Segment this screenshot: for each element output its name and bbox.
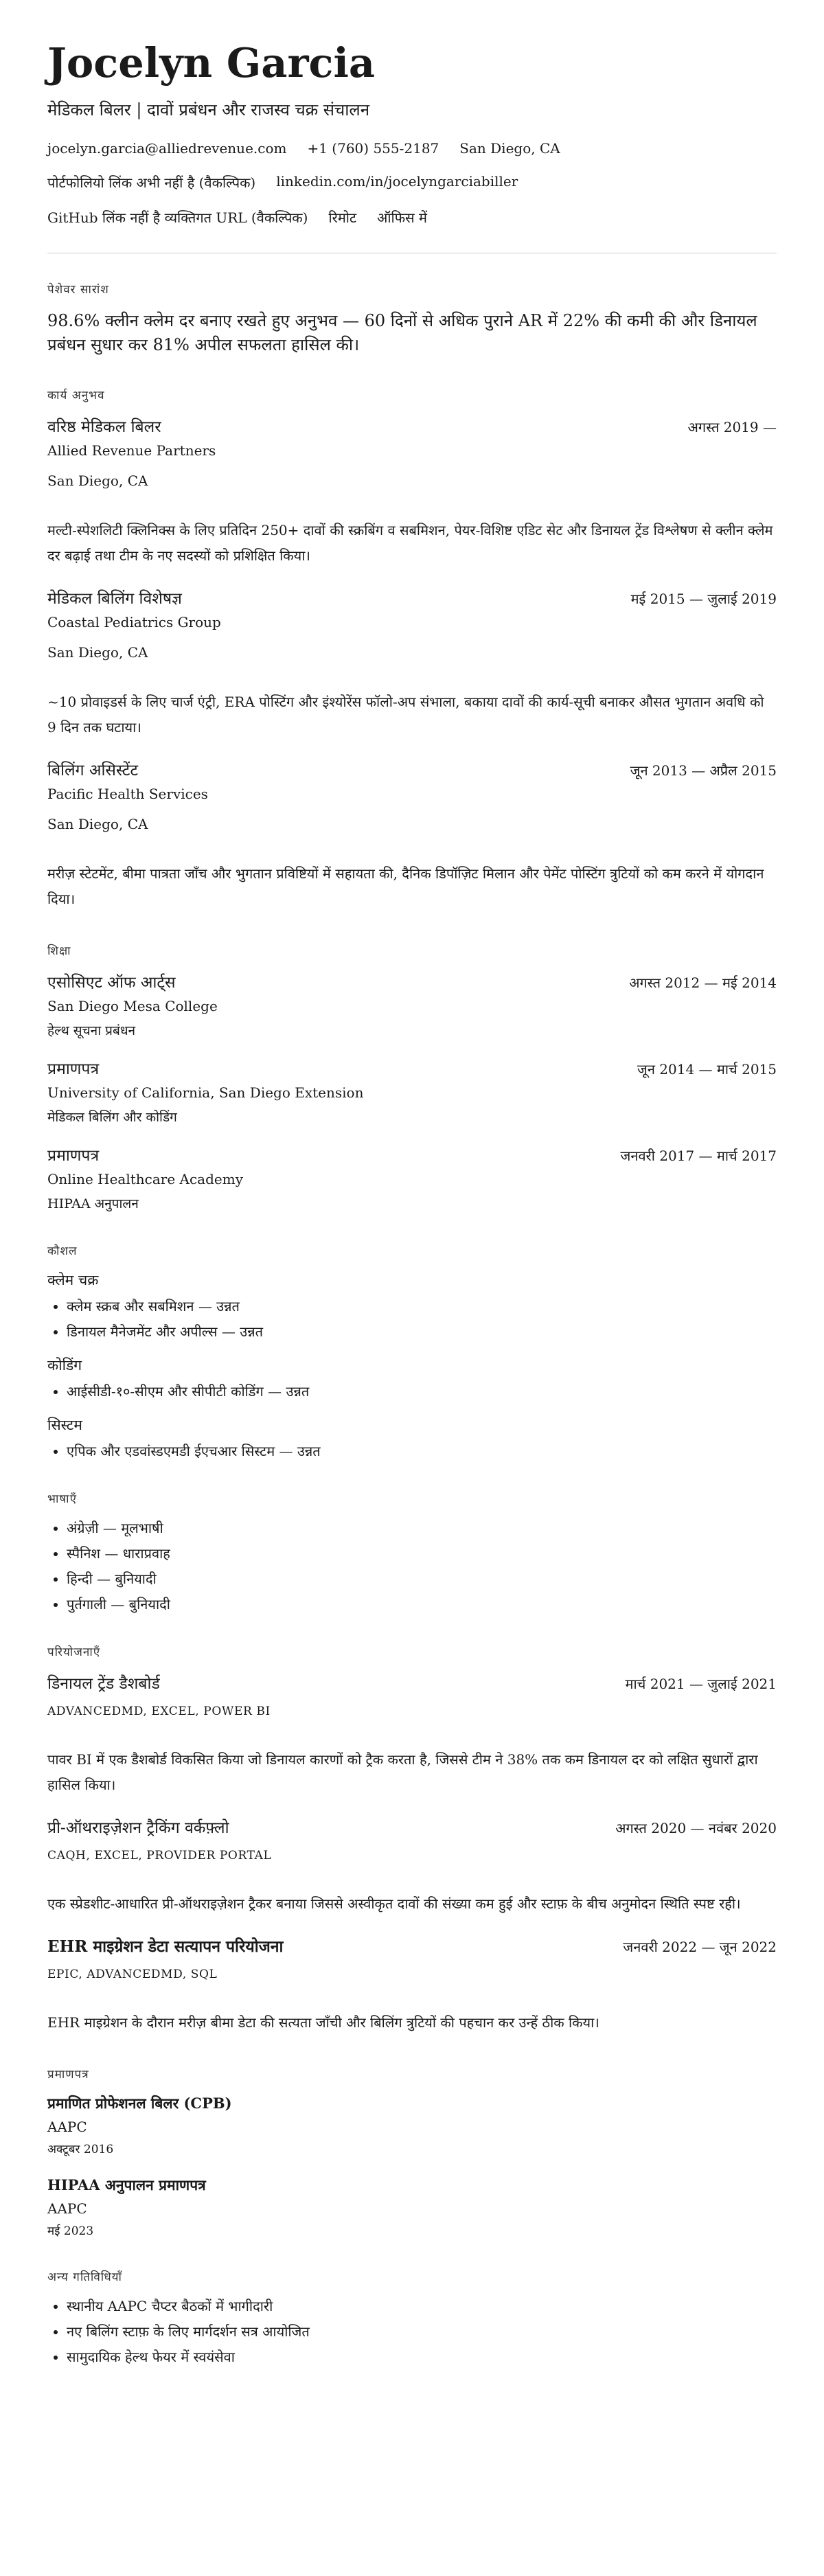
language-item: • पुर्तगाली — बुनियादी — [67, 1595, 777, 1613]
projects-section — [47, 1643, 777, 2036]
project-tech: ADVANCEDMD, EXCEL, POWER BI — [47, 1705, 271, 1719]
project-dates: मार्च 2021 — जुलाई 2021 — [625, 1676, 777, 1693]
project-title: EHR माइग्रेशन डेटा सत्यापन परियोजना — [47, 1937, 284, 1957]
experience-section — [47, 387, 777, 912]
project-tech: CAQH, EXCEL, PROVIDER PORTAL — [47, 1849, 272, 1863]
job-dates: मई 2015 — जुलाई 2019 — [630, 591, 777, 608]
contact-row-2 — [47, 173, 777, 192]
languages-section — [47, 1490, 777, 1613]
contact-row-1 — [47, 140, 777, 157]
activities-section — [47, 2268, 777, 2366]
job-location: San Diego, CA — [47, 816, 148, 833]
work-mode-remote: रिमोट — [328, 209, 357, 226]
language-item: • हिन्दी — बुनियादी — [67, 1569, 777, 1588]
job-description: मल्टी-स्पेशलिटी क्लिनिक्स के लिए प्रतिदिन 250+ दावों की स्क्रबिंग व सबमिशन, पेयर-विशिष्ट एडिट सेट और डिनायल ट्रेंड विश्लेषण से क्लीन क्लेम दर बढ़ाई तथा टीम के नए सदस्यों को प्रशिक्षित किया। — [47, 522, 773, 565]
skill-list — [47, 1297, 777, 1341]
field-of-study: मेडिकल बिलिंग और कोडिंग — [47, 1110, 177, 1126]
work-mode-onsite: ऑफिस में — [377, 209, 427, 226]
skill-item: • आईसीडी-१०-सीएम और सीपीटी कोडिंग — उन्नत — [67, 1382, 777, 1400]
candidate-headline: मेडिकल बिलर | दावों प्रबंधन और राजस्व चक्र संचालन — [47, 100, 370, 119]
location: San Diego, CA — [459, 139, 560, 157]
job-title: मेडिकल बिलिंग विशेषज्ञ — [47, 590, 182, 608]
certification-issuer: AAPC — [47, 2119, 87, 2136]
project-entry — [47, 1935, 777, 2036]
field-of-study: हेल्थ सूचना प्रबंधन — [47, 1023, 136, 1039]
job-title: वरिष्ठ मेडिकल बिलर — [47, 418, 161, 437]
project-tech: EPIC, ADVANCEDMD, SQL — [47, 1968, 218, 1982]
certification-date: मई 2023 — [47, 2224, 94, 2239]
education-dates: अगस्त 2012 — मई 2014 — [629, 974, 777, 992]
certification-entry — [47, 2094, 777, 2156]
skill-item: • क्लेम स्क्रब और सबमिशन — उन्नत — [67, 1297, 777, 1315]
github-note: GitHub लिंक नहीं है व्यक्तिगत URL (वैकल्पिक) — [47, 209, 308, 226]
activity-item: • नए बिलिंग स्टाफ़ के लिए मार्गदर्शन सत्र आयोजित — [67, 2322, 777, 2340]
project-description: एक स्प्रेडशीट-आधारित प्री-ऑथराइज़ेशन ट्रैकर बनाया जिससे अस्वीकृत दावों की संख्या कम हुई और स्टाफ़ के बीच अनुमोदन स्थिति स्पष्ट रही। — [47, 1895, 741, 1913]
section-title-education: शिक्षा — [47, 944, 71, 959]
job-location: San Diego, CA — [47, 644, 148, 661]
project-entry — [47, 1672, 777, 1798]
skill-item: • एपिक और एडवांस्डएमडी ईएचआर सिस्टम — उन्नत — [67, 1441, 777, 1460]
institution: University of California, San Diego Extension — [47, 1084, 364, 1102]
degree-title: प्रमाणपत्र — [47, 1147, 100, 1165]
employer: Allied Revenue Partners — [47, 442, 216, 459]
activity-item: • स्थानीय AAPC चैप्टर बैठकों में भागीदारी — [67, 2296, 777, 2315]
language-item: • अंग्रेज़ी — मूलभाषी — [67, 1518, 777, 1537]
skill-group-title: कोडिंग — [47, 1357, 82, 1374]
education-entry — [47, 1057, 777, 1126]
job-title: बिलिंग असिस्टेंट — [47, 762, 139, 780]
education-dates: जनवरी 2017 — मार्च 2017 — [620, 1148, 777, 1165]
project-description: EHR माइग्रेशन के दौरान मरीज़ बीमा डेटा की सत्यता जाँची और बिलिंग त्रुटियों की पहचान कर उन्हें ठीक किया। — [47, 2014, 599, 2031]
section-title-activities: अन्य गतिविधियाँ — [47, 2270, 122, 2285]
education-section — [47, 942, 777, 1212]
certification-name: प्रमाणित प्रोफेशनल बिलर (CPB) — [47, 2095, 232, 2112]
certification-issuer: AAPC — [47, 2200, 87, 2218]
section-title-experience: कार्य अनुभव — [47, 389, 105, 403]
project-description: पावर BI में एक डैशबोर्ड विकसित किया जो डिनायल कारणों को ट्रैक करता है, जिससे टीम ने 38% तक कम डिनायल दर को लक्षित सुधारों द्वारा हासिल किया। — [47, 1751, 758, 1794]
job-location: San Diego, CA — [47, 472, 148, 490]
activity-list — [47, 2296, 777, 2366]
field-of-study: HIPAA अनुपालन — [47, 1196, 139, 1212]
section-title-summary: पेशेवर सारांश — [47, 282, 109, 297]
portfolio-note: पोर्टफोलियो लिंक अभी नहीं है (वैकल्पिक) — [47, 174, 256, 191]
experience-entry — [47, 586, 777, 740]
experience-entry — [47, 415, 777, 569]
summary-section — [47, 281, 777, 357]
section-title-skills: कौशल — [47, 1244, 78, 1259]
contact-row-3 — [47, 208, 777, 227]
education-dates: जून 2014 — मार्च 2015 — [637, 1061, 777, 1078]
language-list — [47, 1518, 777, 1613]
job-dates: अगस्त 2019 — — [687, 419, 777, 436]
institution: Online Healthcare Academy — [47, 1171, 244, 1188]
education-entry — [47, 970, 777, 1039]
phone-number[interactable]: +1 (760) 555-2187 — [307, 139, 439, 157]
skill-list — [47, 1441, 777, 1460]
certification-entry — [47, 2176, 777, 2238]
skill-list — [47, 1382, 777, 1400]
experience-entry — [47, 758, 777, 912]
section-title-languages: भाषाएँ — [47, 1492, 77, 1507]
degree-title: प्रमाणपत्र — [47, 1060, 100, 1079]
certification-name: HIPAA अनुपालन प्रमाणपत्र — [47, 2176, 206, 2194]
email-link[interactable]: jocelyn.garcia@alliedrevenue.com — [47, 139, 287, 157]
skills-section — [47, 1242, 777, 1460]
certification-date: अक्टूबर 2016 — [47, 2143, 114, 2157]
education-entry — [47, 1143, 777, 1212]
skill-item: • डिनायल मैनेजमेंट और अपील्स — उन्नत — [67, 1322, 777, 1341]
section-title-certifications: प्रमाणपत्र — [47, 2068, 89, 2082]
project-dates: जनवरी 2022 — जून 2022 — [623, 1939, 777, 1956]
employer: Coastal Pediatrics Group — [47, 614, 221, 631]
degree-title: एसोसिएट ऑफ आर्ट्स — [47, 974, 176, 992]
employer: Pacific Health Services — [47, 786, 208, 803]
language-item: • स्पैनिश — धाराप्रवाह — [67, 1544, 777, 1562]
institution: San Diego Mesa College — [47, 998, 218, 1015]
activity-item: • सामुदायिक हेल्थ फेयर में स्वयंसेवा — [67, 2347, 777, 2366]
certifications-section — [47, 2066, 777, 2238]
job-description: ~10 प्रोवाइडर्स के लिए चार्ज एंट्री, ERA पोस्टिंग और इंश्योरेंस फॉलो-अप संभाला, बकाया दावों की कार्य-सूची बनाकर औसत भुगतान अवधि को 9 दिन तक घटाया। — [47, 694, 764, 736]
job-dates: जून 2013 — अप्रैल 2015 — [630, 762, 777, 779]
linkedin-link[interactable]: linkedin.com/in/jocelyngarciabiller — [276, 172, 518, 190]
job-description: मरीज़ स्टेटमेंट, बीमा पात्रता जाँच और भुगतान प्रविष्टियों में सहायता की, दैनिक डिपॉज़िट मिलान और पेमेंट पोस्टिंग त्रुटियों को कम करने में योगदान दिया। — [47, 865, 764, 908]
project-entry — [47, 1816, 777, 1917]
summary-text: 98.6% क्लीन क्लेम दर बनाए रखते हुए अनुभव — 60 दिनों से अधिक पुराने AR में 22% की कमी की और डिनायल प्रबंधन सुधार कर 81% अपील सफलता हासिल की। — [47, 310, 757, 354]
project-title: डिनायल ट्रेंड डैशबोर्ड — [47, 1675, 160, 1694]
project-title: प्री-ऑथराइज़ेशन ट्रैकिंग वर्कफ़्लो — [47, 1819, 229, 1838]
candidate-name: Jocelyn Garcia — [47, 39, 376, 87]
section-title-projects: परियोजनाएँ — [47, 1645, 101, 1660]
project-dates: अगस्त 2020 — नवंबर 2020 — [615, 1820, 777, 1837]
skill-group-title: क्लेम चक्र — [47, 1272, 99, 1289]
skill-group-title: सिस्टम — [47, 1417, 82, 1434]
